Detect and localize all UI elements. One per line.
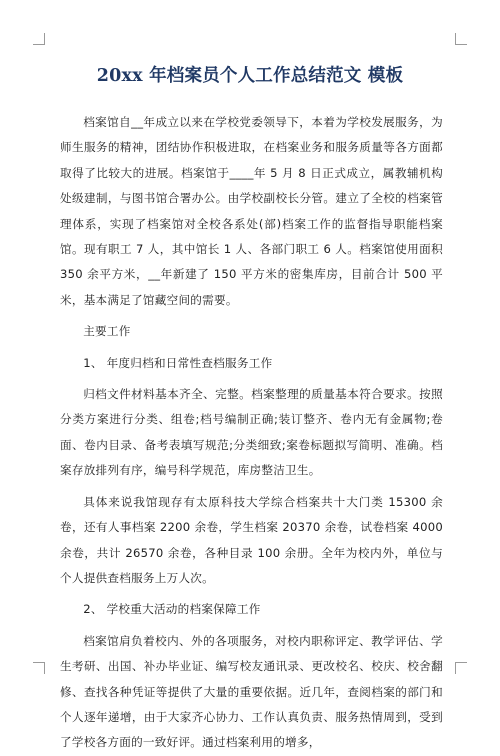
crop-mark-bottom-left bbox=[33, 662, 45, 674]
crop-mark-top-right bbox=[455, 33, 467, 45]
subsection-heading-events: 2、 学校重大活动的档案保障工作 bbox=[83, 602, 261, 617]
paragraph-holdings: 具体来说我馆现存有太原科技大学综合档案共十大门类 15300 余卷，还有人事档案 2200 余卷，学生档案 20370 余卷，试卷档案 4000 余卷，共计 26570 余卷，各种目录 100 余册。全年为校内外，单位与个人提供查档服务上万人次。 bbox=[60, 494, 443, 585]
document-body bbox=[60, 110, 443, 756]
crop-mark-top-left bbox=[33, 33, 45, 45]
subsection-heading-archiving: 1、 年度归档和日常性查档服务工作 bbox=[83, 355, 273, 370]
crop-mark-bottom-right bbox=[455, 662, 467, 674]
paragraph-events: 档案馆肩负着校内、外的各项服务，对校内职称评定、教学评估、学生考研、出国、补办毕业证、编写校友通讯录、更改校名、校庆、校舍翻修、查找各种凭证等提供了大量的重要依据。近几年，查阅档案的部门和个人逐年递增，由于大家齐心协力、工作认真负责、服务热情周到，受到了学校各方面的一致好评。通过档案利用的增多， bbox=[60, 633, 443, 750]
document-title: 20xx 年档案员个人工作总结范文 模板 bbox=[96, 66, 404, 86]
paragraph-archiving: 归档文件材料基本齐全、完整。档案整理的质量基本符合要求。按照分类方案进行分类、组卷;档号编制正确;装订整齐、卷内无有金属物;卷面、卷内目录、备考表填写规范;分类细致;案卷标题拟写简明、准确。档案存放排列有序，编号科学规范，库房整洁卫生。 bbox=[60, 387, 443, 478]
section-heading-main-work: 主要工作 bbox=[83, 324, 131, 339]
paragraph-intro: 档案馆自__年成立以来在学校党委领导下，本着为学校发展服务，为师生服务的精神，团结协作积极进取，在档案业务和服务质量等各方面都取得了比较大的进展。档案馆于____年 5 月 8 日正式成立，属教辅机构处级建制，与图书馆合署办公。由学校副校长分管。建立了全校的档案管理体系，实现了档案馆对全校各系处(部)档案工作的监督指导职能档案馆。现有职工 7 人，其中馆长 1 人、各部门职工 6 人。档案馆使用面积 350 余平方米，__年新建了 150 平方米的密集库房，目前合计 500 平米，基本满足了馆藏空间的需要。 bbox=[60, 115, 443, 307]
